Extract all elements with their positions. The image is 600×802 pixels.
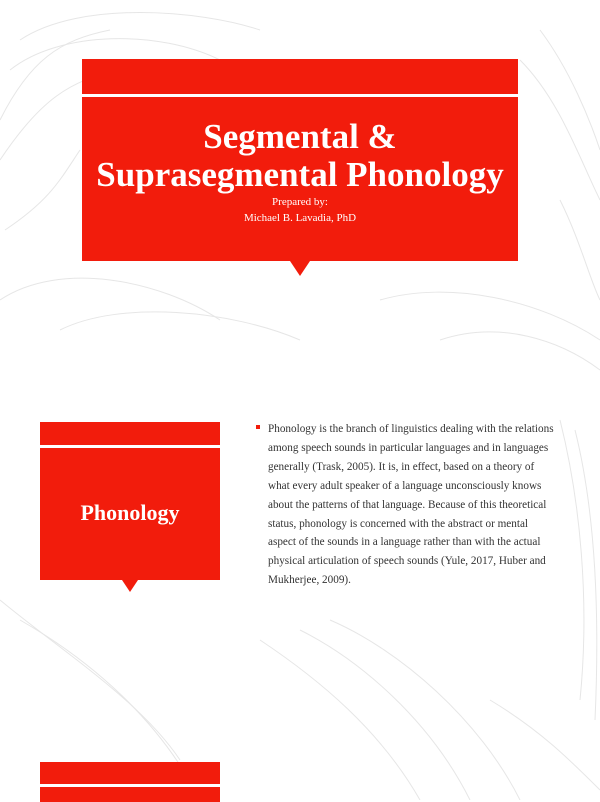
- section-box-pointer: [122, 580, 138, 592]
- title-banner-stripe: [82, 94, 518, 97]
- title-banner-pointer: [290, 261, 310, 276]
- next-slide-box-stripe: [40, 784, 220, 787]
- bullet-paragraph: Phonology is the branch of linguistics dealing with the relations among speech sounds in particular languages and in languages generally (Trask, 2005). It is, in effect, based on a theory of what every adult speaker of a language unconsciously knows about the patterns of that language. Because of this theoretical status, phonology is concerned with the abstract or mental aspect of the sounds in a language rather than with the actual physical articulation of speech sounds (Yule, 2017, Huber and Mukherjee, 2009).: [268, 423, 554, 587]
- section-box-stripe: [40, 445, 220, 448]
- page-title: [82, 118, 518, 194]
- title-line-2: Suprasegmental Phonology: [96, 155, 504, 194]
- bullet-marker-icon: [256, 425, 260, 429]
- title-banner: [82, 59, 518, 261]
- title-line-1: Segmental &: [203, 117, 397, 156]
- section-box: [40, 422, 220, 580]
- author-name: Michael B. Lavadia, PhD: [243, 212, 357, 224]
- section-title: Phonology: [80, 500, 180, 525]
- next-slide-section-box: [40, 762, 220, 802]
- prepared-by-label: Prepared by:: [272, 196, 328, 208]
